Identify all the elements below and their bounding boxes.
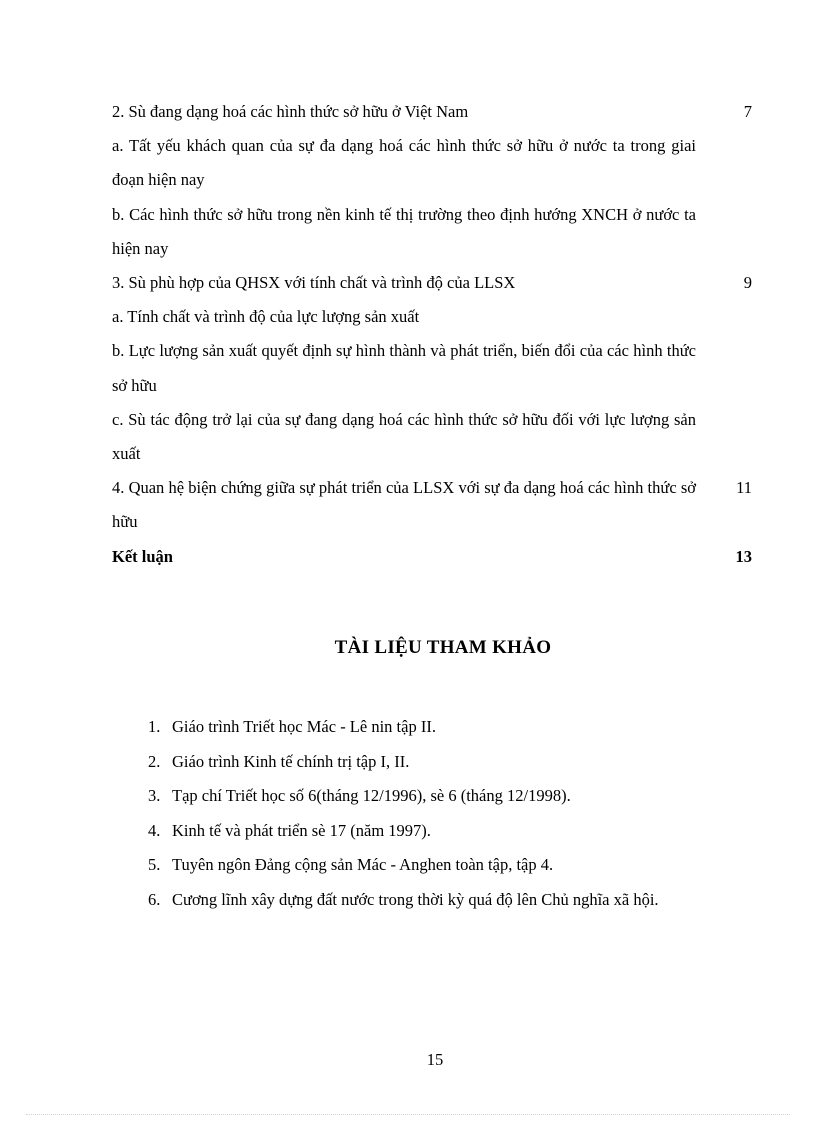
toc-entry-page: 13 [735,546,752,566]
reference-text: Tạp chí Triết học số 6(tháng 12/1996), sè 6 (tháng 12/1998). [172,786,571,806]
toc-entry-text: a. Tất yếu khách quan của sự đa dạng hoá các hình thức sở hữu ở nước ta trong giai đoạn hiện nay [112,136,696,190]
reference-number: 1. [148,717,161,736]
reference-item [148,848,768,883]
toc-entry-page: 11 [736,478,752,498]
reference-number: 4. [148,820,161,840]
references-title: TÀI LIỆU THAM KHẢO [334,637,552,658]
reference-text: Tuyên ngôn Đảng cộng sản Mác - Anghen toàn tập, tập 4. [172,855,554,875]
reference-item [148,745,768,780]
toc-entry-text: 3. Sù phù hợp của QHSX với tính chất và trình độ của LLSX [112,273,516,293]
reference-item [148,710,768,745]
reference-text: Kinh tế và phát triển sè 17 (năm 1997). [172,820,431,840]
reference-number: 2. [148,751,161,771]
reference-item [148,779,768,814]
references-list [148,710,768,918]
reference-number: 5. [148,855,161,875]
toc-entry-text: 4. Quan hệ biện chứng giữa sự phát triển của LLSX với sự đa dạng hoá các hình thức sở hữu [112,478,696,532]
reference-number: 6. [148,889,161,909]
reference-text: Giáo trình Triết học Mác - Lê nin tập II. [172,717,436,736]
toc-entry [112,403,756,471]
reference-number: 3. [148,786,161,806]
reference-item [148,814,768,849]
page-bottom-divider [26,1114,790,1115]
toc-entry [112,300,756,334]
toc-entry [112,334,756,402]
toc-entry-text: a. Tính chất và trình độ của lực lượng sản xuất [112,307,420,327]
reference-text: Cương lĩnh xây dựng đất nước trong thời kỳ quá độ lên Chủ nghĩa xã hội. [172,889,659,909]
toc-entry [112,471,756,539]
toc-entry [112,266,756,300]
table-of-contents [112,95,756,574]
toc-entry-page: 9 [743,273,752,293]
reference-text: Giáo trình Kinh tế chính trị tập I, II. [172,751,410,771]
reference-item [148,883,768,918]
toc-entry-text: c. Sù tác động trở lại của sự đang dạng hoá các hình thức sở hữu đối với lực lượng sản xuất [112,409,696,464]
toc-entry-text: Kết luận [112,546,173,566]
toc-entry-text: b. Lực lượng sản xuất quyết định sự hình thành và phát triển, biến đổi của các hình thức sở hữu [112,341,696,395]
toc-entry [112,198,756,266]
toc-entry-page: 7 [743,102,752,121]
toc-entry-text: 2. Sù đang dạng hoá các hình thức sở hữu ở Việt Nam [112,102,469,121]
page-number: 15 [426,1050,444,1069]
toc-entry-text: b. Các hình thức sở hữu trong nền kinh tế thị trường theo định hướng XNCH ở nước ta hiện nay [112,204,696,258]
toc-entry [112,129,756,197]
toc-entry-conclusion [112,540,756,574]
toc-entry [112,95,756,129]
